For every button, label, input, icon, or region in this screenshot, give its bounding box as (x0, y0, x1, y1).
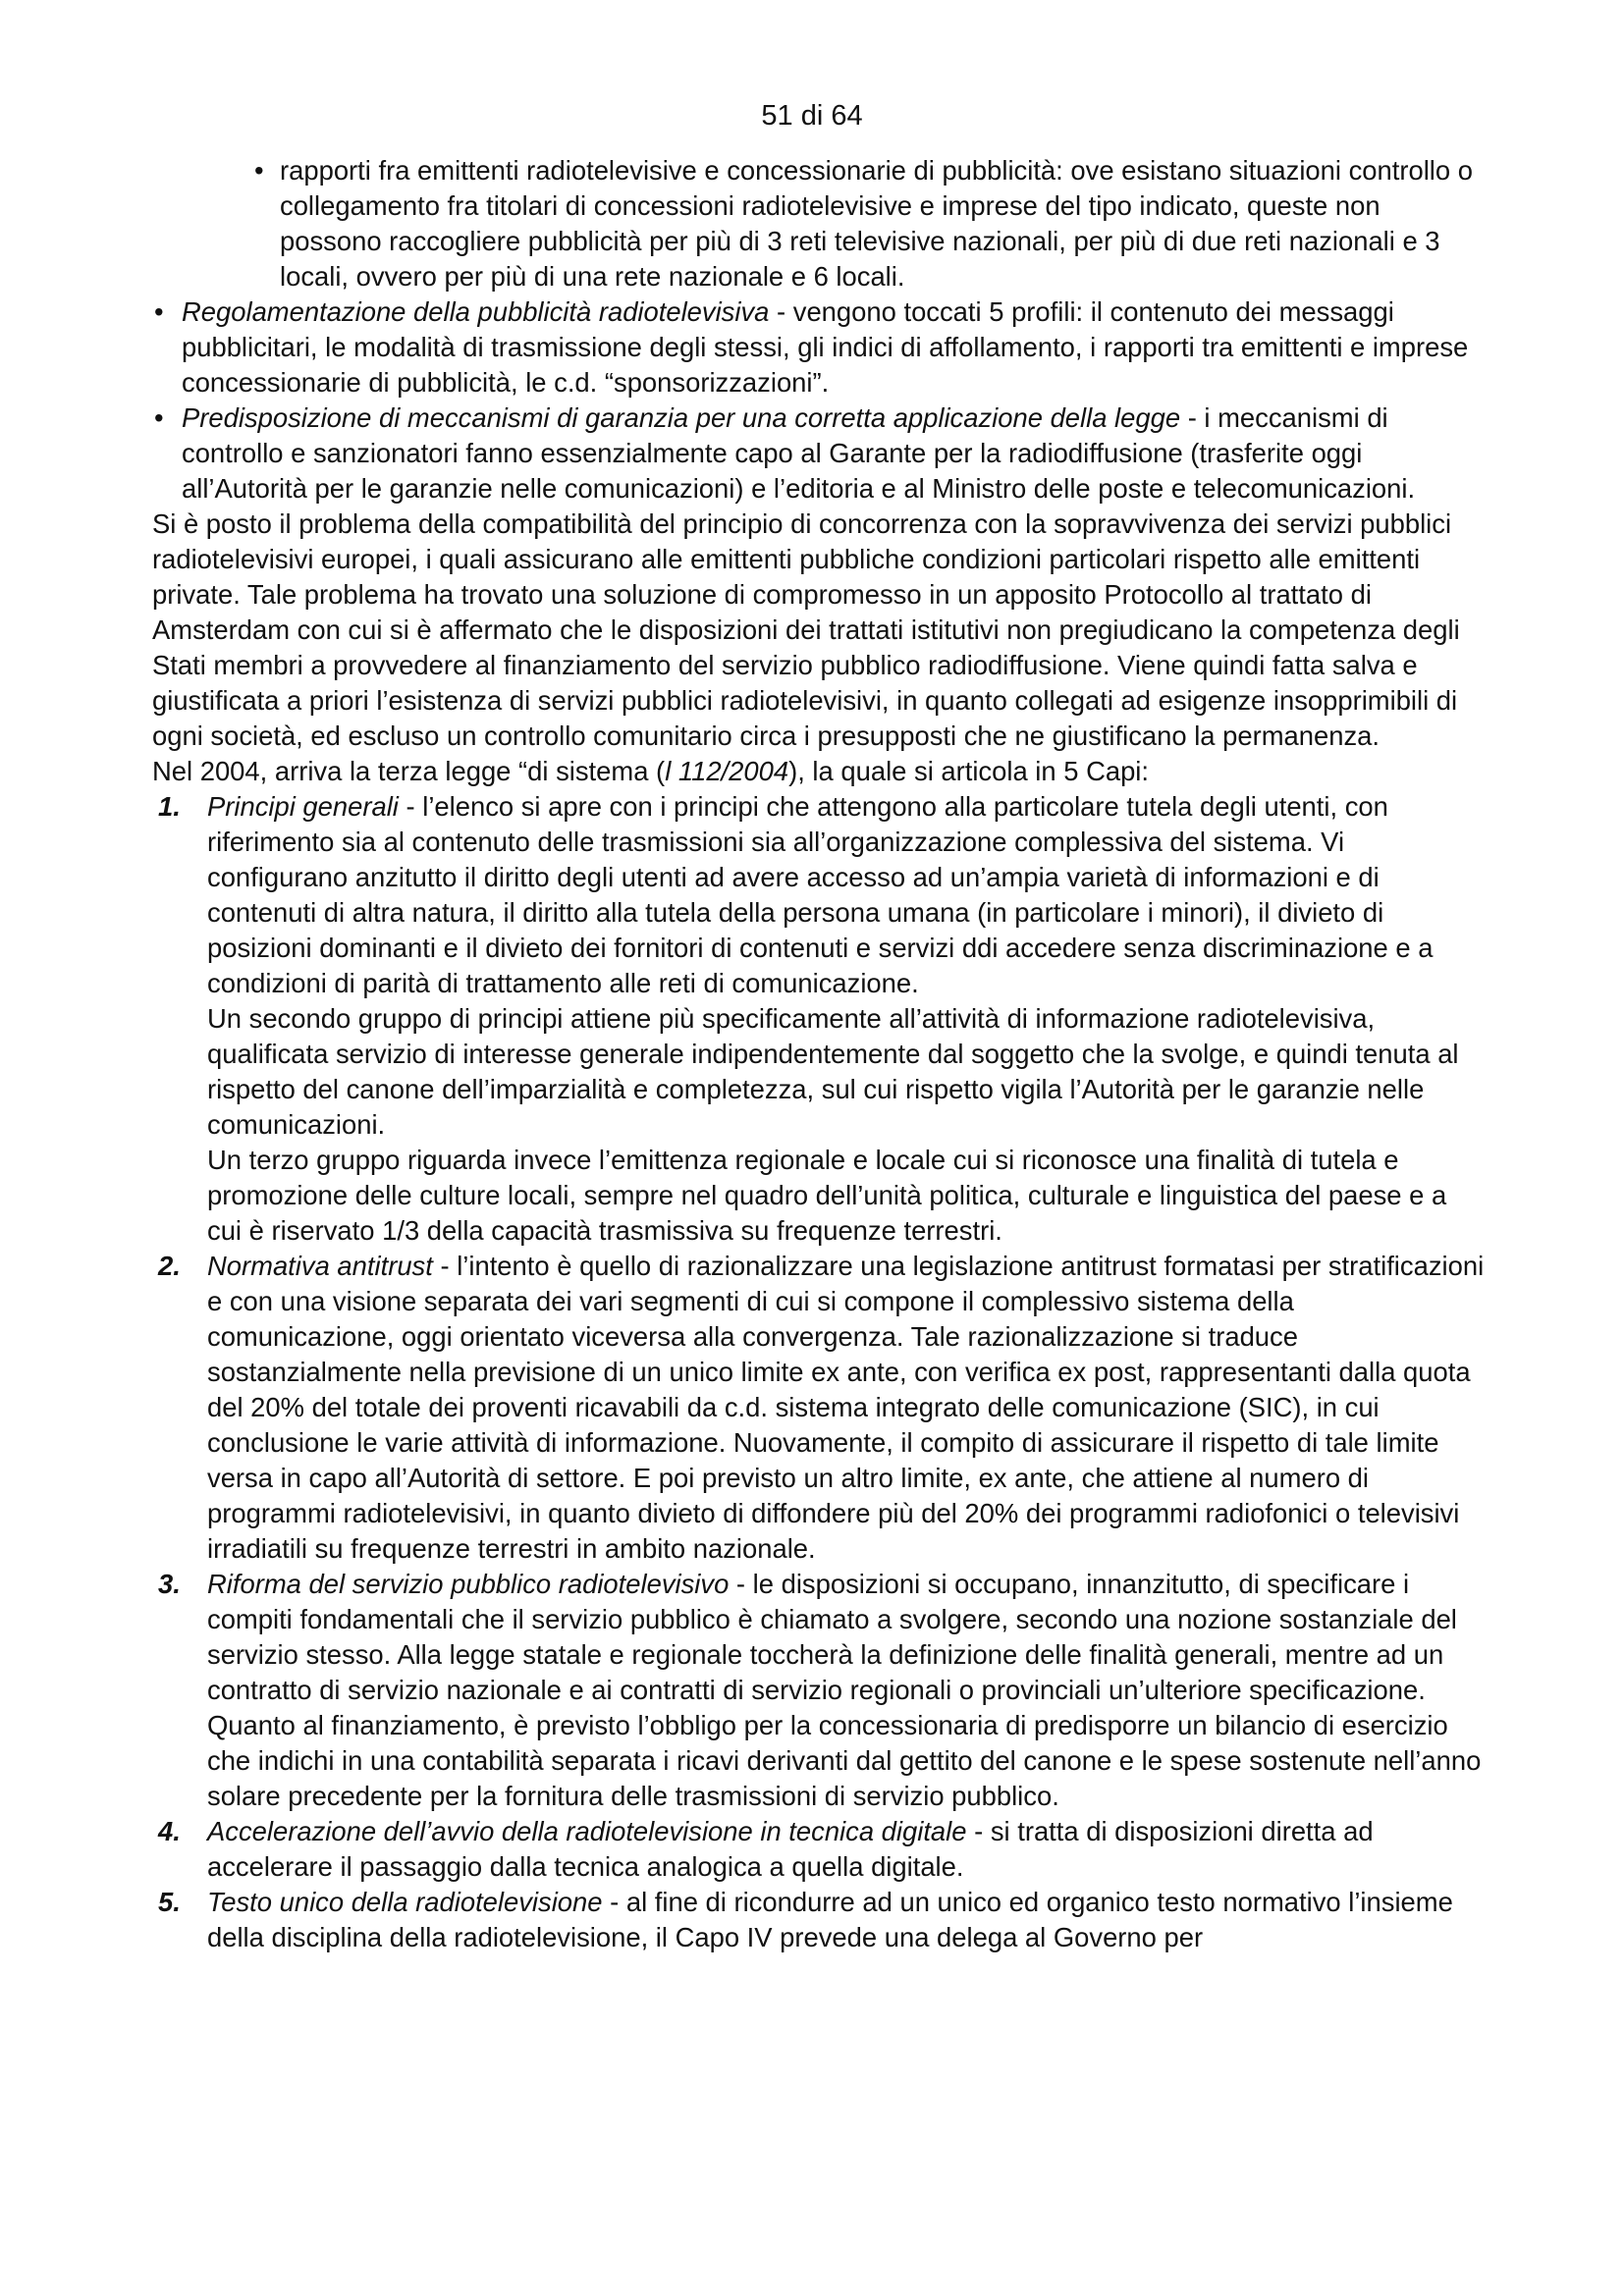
item-body (207, 789, 1488, 1001)
item-body (207, 1567, 1488, 1814)
bullet-title: Regolamentazione della pubblicità radiotelevisiva (182, 296, 770, 327)
bullet-marker: • (154, 296, 164, 327)
numbered-item-1 (152, 789, 1488, 1249)
item-extra-paragraph: Un terzo gruppo riguarda invece l’emittenza regionale e locale cui si riconosce una finalità di tutela e promozione delle culture locali, sempre nel quadro dell’unità politica, culturale e linguistica del paese e a cui è riservato 1/3 della capacità trasmissiva su frequenze terrestri. (207, 1145, 1447, 1246)
paragraph-text: Nel 2004, arriva la terza legge “di sistema ( (152, 756, 666, 786)
item-number: 2. (158, 1251, 181, 1281)
item-text: - l’intento è quello di razionalizzare una legislazione antitrust formatasi per stratificazioni e con una visione separata dei vari segmenti di cui si compone il complessivo sistema della comunicazione, oggi orientato viceversa alla convergenza. Tale razionalizzazione si traduce sostanzialmente nella previsione di un unico limite ex ante, con verifica ex post, rappresentanti dalla quota del 20% del totale dei proventi ricavabili da c.d. sistema integrato delle comunicazione (SIC), in cui conclusione le varie attività di informazione. Nuovamente, il compito di assicurare il rispetto di tale limite versa in capo all’Autorità di settore. E poi previsto un altro limite, ex ante, che attiene al numero di programmi radiotelevisivi, in quanto divieto di diffondere più del 20% dei programmi radiofonici o televisivi irradiatili su frequenze terrestri in ambito nazionale. (207, 1251, 1485, 1564)
bullet-text: - vengono toccati 5 profili: il contenuto dei messaggi pubblicitari, le modalità di trasmissione degli stessi, gli indici di affollamento, i rapporti tra emittenti e imprese concessionarie di pubblicità, le c.d. “sponsorizzazioni”. (182, 296, 1469, 398)
numbered-item-5 (152, 1885, 1488, 1955)
item-title: Accelerazione dell’avvio della radiotelevisione in tecnica digitale (207, 1816, 967, 1846)
item-title: Riforma del servizio pubblico radiotelevisivo (207, 1569, 730, 1599)
paragraph-text: ), la quale si articola in 5 Capi: (788, 756, 1150, 786)
item-text: - le disposizioni si occupano, innanzitutto, di specificare i compiti fondamentali che il servizio pubblico è chiamato a svolgere, secondo una nozione sostanziale del servizio stesso. Alla legge statale e regionale toccherà la definizione delle finalità generali, mentre ad un contratto di servizio nazionale e ai contratti di servizio regionali o provinciali un’ulteriore specificazione. Quanto al finanziamento, è previsto l’obbligo per la concessionaria di predisporre un bilancio di esercizio che indichi in una contabilità separata i ricavi derivanti dal gettito del canone e le spese sostenute nell’anno solare precedente per la fornitura delle trasmissioni di servizio pubblico. (207, 1569, 1482, 1811)
sub-bullet-item (152, 153, 1488, 294)
item-title: Testo unico della radiotelevisione (207, 1887, 603, 1917)
numbered-item-3 (152, 1567, 1488, 1814)
numbered-item-2 (152, 1249, 1488, 1567)
item-body (207, 1814, 1488, 1885)
item-title: Principi generali (207, 791, 399, 822)
item-body (207, 1885, 1488, 1955)
item-title: Normativa antitrust (207, 1251, 433, 1281)
item-body (207, 1249, 1488, 1567)
item-text: - al fine di ricondurre ad un unico ed organico testo normativo l’insieme della disciplina della radiotelevisione, il Capo IV prevede una delega al Governo per (207, 1887, 1453, 1952)
item-number: 1. (158, 791, 181, 822)
item-number: 5. (158, 1887, 181, 1917)
bullet-item-advertising (152, 294, 1488, 400)
numbered-item-4 (152, 1814, 1488, 1885)
item-number: 3. (158, 1569, 181, 1599)
bullet-marker: • (254, 155, 264, 186)
bullet-item-guarantees (152, 400, 1488, 507)
item-text: - si tratta di disposizioni diretta ad accelerare il passaggio dalla tecnica analogica a quella digitale. (207, 1816, 1374, 1882)
document-body (152, 153, 1488, 1955)
page-number: 51 di 64 (761, 100, 863, 132)
law-reference: l 112/2004 (665, 756, 789, 786)
sub-bullet-text: rapporti fra emittenti radiotelevisive e concessionarie di pubblicità: ove esistano situazioni controllo o collegamento fra titolari di concessioni radiotelevisive e imprese del tipo indicato, queste non possono raccogliere pubblicità per più di 3 reti televisive nazionali, per più di due reti nazionali e 3 locali, ovvero per più di una rete nazionale e 6 locali. (280, 155, 1473, 292)
item-text: - l’elenco si apre con i principi che attengono alla particolare tutela degli utenti, con riferimento sia al contenuto delle trasmissioni sia all’organizzazione complessiva del sistema. Vi configurano anzitutto il diritto degli utenti ad avere accesso ad un’ampia varietà di informazioni e di contenuti di altra natura, il diritto alla tutela della persona umana (in particolare i minori), il divieto di posizioni dominanti e il divieto dei fornitori di contenuti e servizi ddi accedere senza discriminazione e a condizioni di parità di trattamento alle reti di comunicazione. (207, 791, 1434, 998)
item-extra-paragraph: Un secondo gruppo di principi attiene più specificamente all’attività di informazione radiotelevisiva, qualificata servizio di interesse generale indipendentemente dal soggetto che la svolge, e quindi tenuta al rispetto del canone dell’imparzialità e completezza, sul cui rispetto vigila l’Autorità per le garanzie nelle comunicazioni. (207, 1003, 1459, 1140)
paragraph-law-2004 (152, 754, 1488, 789)
bullet-marker: • (154, 402, 164, 433)
paragraph-protocol: Si è posto il problema della compatibilità del principio di concorrenza con la sopravvivenza dei servizi pubblici radiotelevisivi europei, i quali assicurano alle emittenti pubbliche condizioni particolari rispetto alle emittenti private. Tale problema ha trovato una soluzione di compromesso in un apposito Protocollo al trattato di Amsterdam con cui si è affermato che le disposizioni dei trattati istitutivi non pregiudicano la competenza degli Stati membri a provvedere al finanziamento del servizio pubblico radiodiffusione. Viene quindi fatta salva e giustificata a priori l’esistenza di servizi pubblici radiotelevisivi, in quanto collegati ad esigenze insopprimibili di ogni società, ed escluso un controllo comunitario circa i presupposti che ne giustificano la permanenza. (152, 508, 1460, 751)
item-number: 4. (158, 1816, 181, 1846)
bullet-text: - i meccanismi di controllo e sanzionatori fanno essenzialmente capo al Garante per la radiodiffusione (trasferite oggi all’Autorità per le garanzie nelle comunicazioni) e l’editoria e al Ministro delle poste e telecomunicazioni. (182, 402, 1416, 504)
bullet-title: Predisposizione di meccanismi di garanzia per una corretta applicazione della legge (182, 402, 1181, 433)
